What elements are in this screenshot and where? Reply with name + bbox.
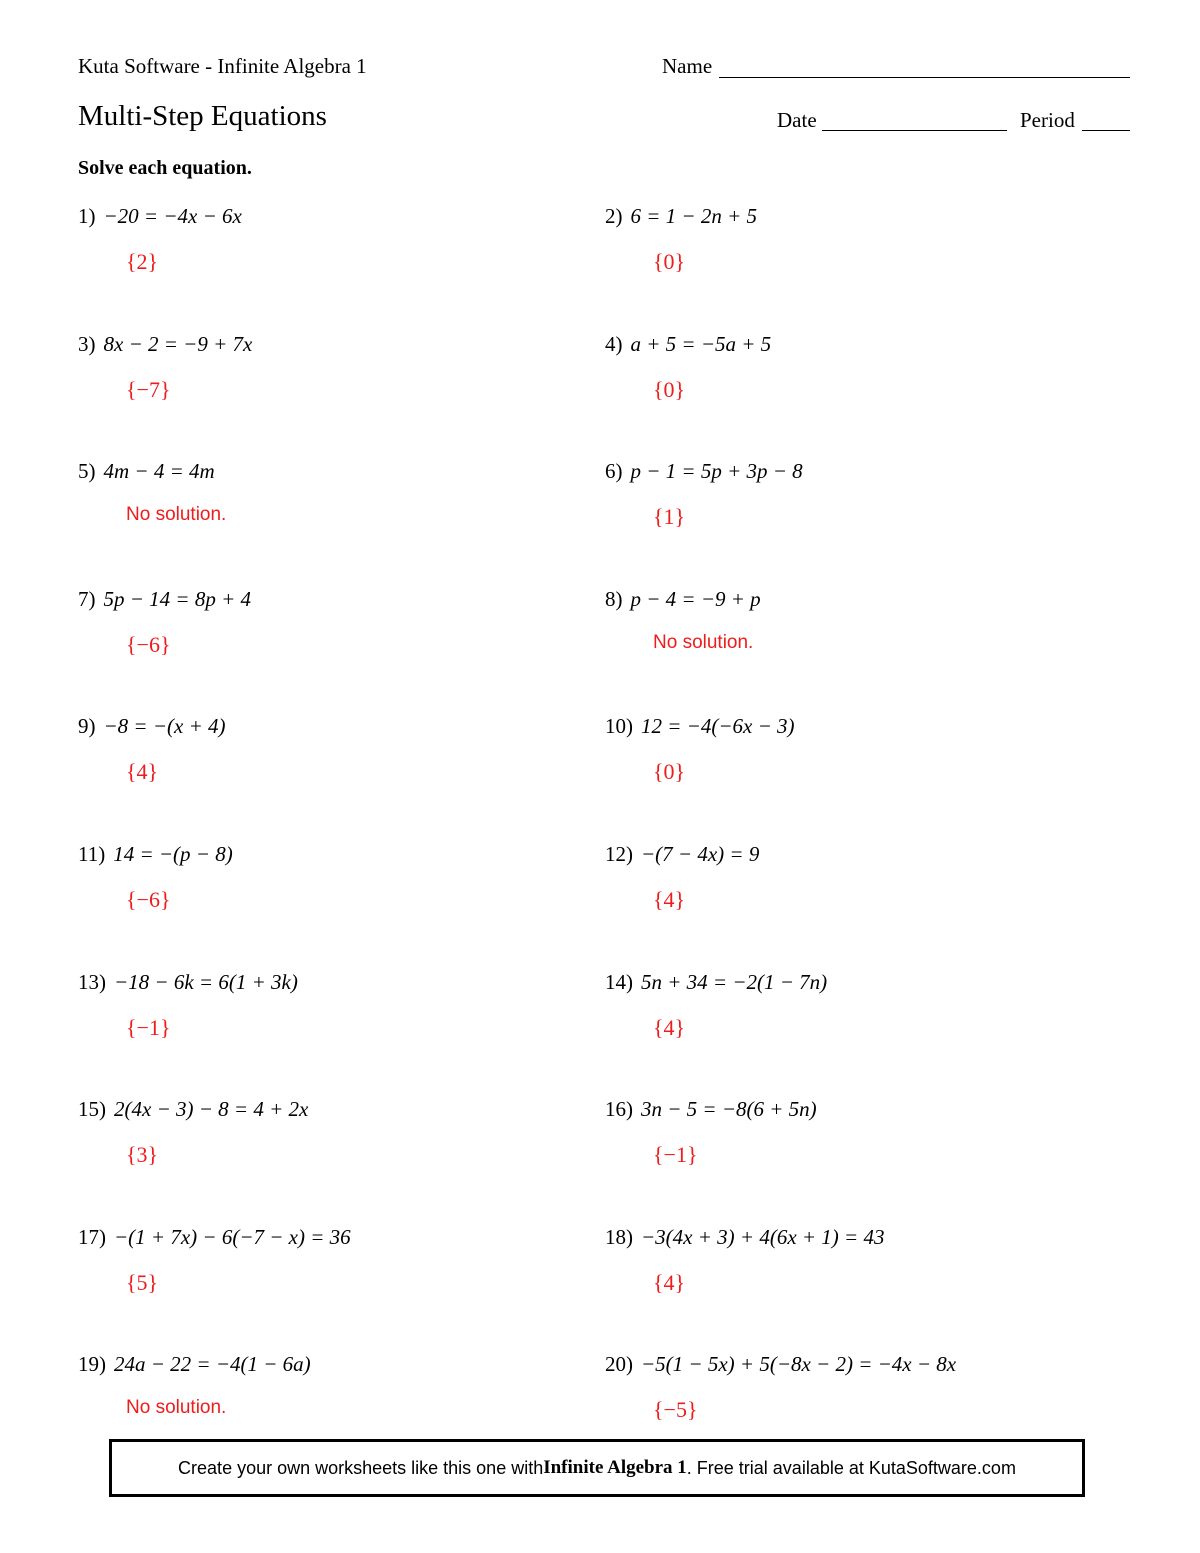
problem-number: 20) — [605, 1352, 633, 1376]
problem-answer: {−6} — [126, 887, 171, 912]
problem-answer: No solution. — [126, 504, 227, 525]
problem-number: 7) — [78, 587, 96, 611]
problem-number: 18) — [605, 1225, 633, 1249]
problem-number: 5) — [78, 459, 96, 483]
problem-number: 10) — [605, 714, 633, 738]
problem-equation: p − 1 = 5p + 3p − 8 — [630, 459, 803, 483]
problem-answer: {3} — [126, 1142, 159, 1167]
problem-answer: {−7} — [126, 377, 171, 402]
problem-8 — [605, 587, 1085, 654]
problem-2 — [605, 204, 1085, 275]
problem-equation: 5p − 14 = 8p + 4 — [103, 587, 252, 611]
problem-15 — [78, 1097, 558, 1168]
problem-number: 11) — [78, 842, 106, 866]
problem-answer: {4} — [653, 1015, 686, 1040]
problem-answer: {4} — [653, 887, 686, 912]
problem-answer: {1} — [653, 504, 686, 529]
problem-number: 6) — [605, 459, 623, 483]
problem-answer: {−5} — [653, 1397, 698, 1422]
problem-equation: 4m − 4 = 4m — [103, 459, 215, 483]
problem-12 — [605, 842, 1085, 913]
problem-equation: p − 4 = −9 + p — [630, 587, 761, 611]
period-label: Period — [1020, 108, 1075, 132]
problem-number: 1) — [78, 204, 96, 228]
footer-product-name: Infinite Algebra 1 — [543, 1457, 687, 1478]
date-blank-line — [822, 130, 1007, 131]
problem-answer: {−6} — [126, 632, 171, 657]
problem-number: 9) — [78, 714, 96, 738]
problem-equation: 14 = −(p − 8) — [113, 842, 233, 866]
problem-equation: 24a − 22 = −4(1 − 6a) — [114, 1352, 311, 1376]
problem-answer: {−1} — [653, 1142, 698, 1167]
problem-11 — [78, 842, 558, 913]
problem-18 — [605, 1225, 1085, 1296]
problem-9 — [78, 714, 558, 785]
problem-16 — [605, 1097, 1085, 1168]
problem-1 — [78, 204, 558, 275]
period-blank-line — [1082, 130, 1130, 131]
problem-equation: 3n − 5 = −8(6 + 5n) — [641, 1097, 817, 1121]
problem-number: 17) — [78, 1225, 106, 1249]
problem-7 — [78, 587, 558, 658]
problem-5 — [78, 459, 558, 526]
problem-answer: {−1} — [126, 1015, 171, 1040]
problem-number: 4) — [605, 332, 623, 356]
problem-equation: −3(4x + 3) + 4(6x + 1) = 43 — [641, 1225, 885, 1249]
problem-answer: {0} — [653, 377, 686, 402]
problem-equation: −8 = −(x + 4) — [103, 714, 226, 738]
problem-4 — [605, 332, 1085, 403]
name-label: Name — [662, 54, 713, 78]
problem-answer: {2} — [126, 249, 159, 274]
problem-17 — [78, 1225, 558, 1296]
problem-answer: {0} — [653, 249, 686, 274]
problem-20 — [605, 1352, 1085, 1423]
problem-equation: 5n + 34 = −2(1 − 7n) — [641, 970, 828, 994]
problem-number: 15) — [78, 1097, 106, 1121]
footer-text-before: Create your own worksheets like this one with — [178, 1457, 544, 1478]
problem-number: 19) — [78, 1352, 106, 1376]
problem-answer: {4} — [126, 759, 159, 784]
problem-equation: 6 = 1 − 2n + 5 — [630, 204, 758, 228]
problem-13 — [78, 970, 558, 1041]
problem-3 — [78, 332, 558, 403]
problem-number: 12) — [605, 842, 633, 866]
footer-text-after: . Free trial available at KutaSoftware.com — [686, 1457, 1016, 1478]
footer-ad-box — [109, 1439, 1085, 1497]
problem-equation: −18 − 6k = 6(1 + 3k) — [114, 970, 298, 994]
problem-number: 8) — [605, 587, 623, 611]
problem-equation: −5(1 − 5x) + 5(−8x − 2) = −4x − 8x — [641, 1352, 957, 1376]
problem-answer: {0} — [653, 759, 686, 784]
problem-answer: {5} — [126, 1270, 159, 1295]
problem-number: 2) — [605, 204, 623, 228]
problem-answer: No solution. — [126, 1397, 227, 1418]
problem-number: 13) — [78, 970, 106, 994]
problem-equation: 8x − 2 = −9 + 7x — [103, 332, 253, 356]
problem-equation: −(7 − 4x) = 9 — [641, 842, 760, 866]
problem-19 — [78, 1352, 558, 1419]
date-label: Date — [777, 108, 817, 132]
problem-equation: 12 = −4(−6x − 3) — [641, 714, 795, 738]
problem-10 — [605, 714, 1085, 785]
problem-14 — [605, 970, 1085, 1041]
problem-answer: {4} — [653, 1270, 686, 1295]
problem-equation: −(1 + 7x) − 6(−7 − x) = 36 — [114, 1225, 351, 1249]
problem-equation: −20 = −4x − 6x — [103, 204, 242, 228]
problem-equation: 2(4x − 3) − 8 = 4 + 2x — [114, 1097, 309, 1121]
problem-equation: a + 5 = −5a + 5 — [630, 332, 772, 356]
publisher-label: Kuta Software - Infinite Algebra 1 — [78, 54, 367, 78]
instructions: Solve each equation. — [78, 157, 252, 179]
problem-number: 3) — [78, 332, 96, 356]
problem-number: 16) — [605, 1097, 633, 1121]
problem-number: 14) — [605, 970, 633, 994]
name-blank-line — [719, 77, 1130, 78]
worksheet-title: Multi-Step Equations — [78, 100, 327, 132]
problem-6 — [605, 459, 1085, 530]
problem-answer: No solution. — [653, 632, 754, 653]
